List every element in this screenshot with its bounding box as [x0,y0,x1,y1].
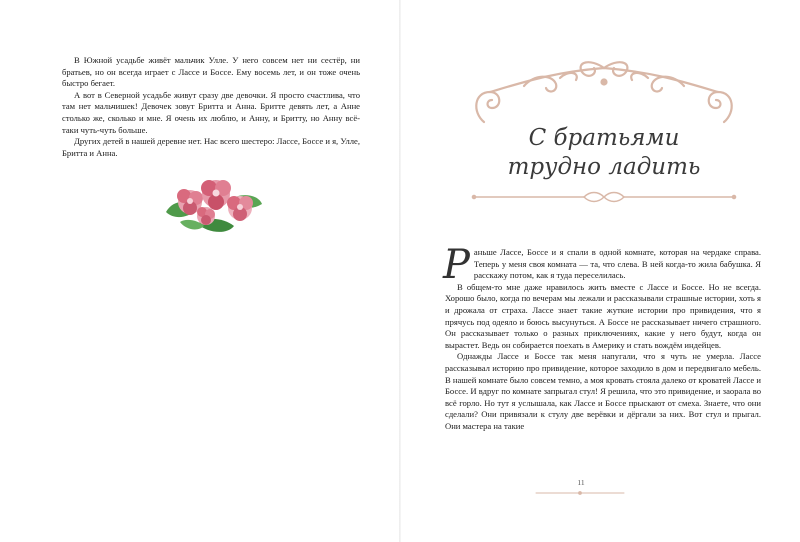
flourish-ornament-bottom [464,190,744,204]
left-paragraph-2: А вот в Северной усадьбе живут сразу две девочки. Я просто счастлива, что там нет мальчишек! Девочек зовут Бритта и Анна. Бритте девять лет, а Анне столько же, сколько и мне. Я очень их люблю, и Анну, и Бритту, но Анну всё-таки чуть-чуть больше. [62,89,360,135]
right-page [400,0,800,542]
chapter-title-line-2: трудно ладить [507,154,701,180]
flower-icon [227,196,253,221]
right-paragraph-1 [443,242,761,288]
page-number: 11 [577,478,585,487]
right-paragraph-3: Однажды Лассе и Боссе так меня напугали, что я чуть не умерла. Лассе рассказывал историю про привидение, которое заходило в дом и передвигало мебель. В нашей комнате было совсем темно, а моя кровать стояла далеко от кроватей Лассе и Боссе. И вдруг по комнате запрыгал стул! Я решила, что это привидение, и заорала во всё горло. Но тут я услышала, как Лассе и Боссе прыскают от смеха. Знаете, что они сделали? Они привязали к стулу две верёвки и дёргали за них. Вот стул и прыгал. Они мастера на такие [445,351,761,431]
chapter-title-line-1: С братьями [528,125,680,151]
left-paragraph-3: Других детей в нашей деревне нет. Нас всего шестеро: Лассе, Боссе и я, Улле, Бритта и Анна. [62,136,360,158]
page-number-ornament [530,489,630,497]
chapter-title [464,124,744,182]
flourish-ornament-top [464,52,744,124]
left-page-text [62,55,360,159]
right-paragraph-2: В общем-то мне даже нравилось жить вместе с Лассе и Боссе. Но не всегда. Хорошо было, когда по вечерам мы лежали и рассказывали страшные истории, хоть я и дрожала от страха. Лассе знает такие жуткие истории про привидения, что я прячусь под одеяло и боюсь высунуться. А Боссе не рассказывает ничего страшного. Он рассказывает только о разных приключениях, какие у него будут, когда он вырастет. Ведь он собирается поехать в Америку и стать вождём индейцев. [445,281,761,350]
first-paragraph-text: аньше Лассе, Боссе и я спали в одной комнате, которая на чердаке справа. Теперь у меня своя комната — та, что слева. В ней когда-то жила бабушка. Я расскажу потом, как я туда переселилась. [473,247,761,281]
flower-icon [201,180,231,210]
flower-icon [197,207,215,225]
right-page-text [443,242,761,433]
flower-illustration [160,172,266,238]
dropcap-letter: Р [443,242,470,288]
left-paragraph-1: В Южной усадьбе живёт мальчик Улле. У него совсем нет ни сестёр, ни братьев, но он всегда играет с Лассе и Боссе. Ему восемь лет, и он тоже очень быстро бегает. [62,55,360,89]
